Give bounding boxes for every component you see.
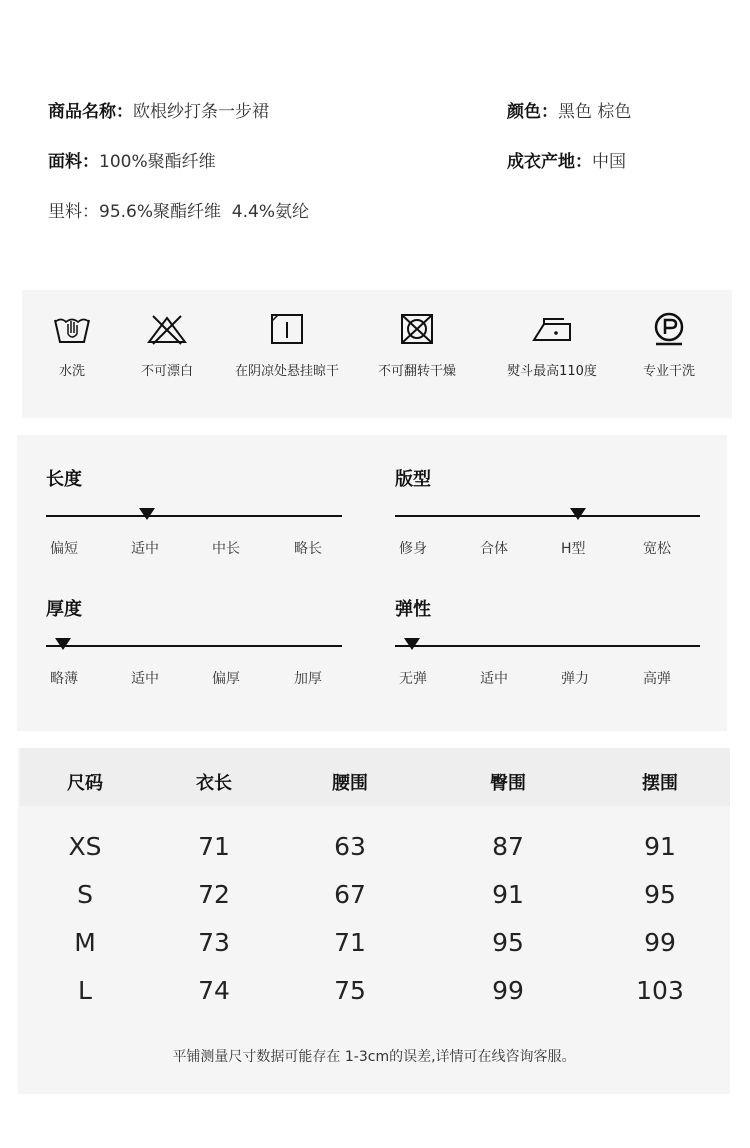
product-lining-label: 里料： [48, 202, 99, 222]
size-table [18, 748, 730, 1094]
fit-silhouette-option: 宽松 [643, 541, 671, 557]
size-cell: 103 [636, 976, 684, 1005]
product-name-label: 商品名称： [48, 102, 133, 122]
size-header-cell: 腰围 [332, 773, 368, 794]
product-origin-label: 成衣产地： [507, 152, 592, 172]
care-label-iron: 熨斗最高110度 [507, 364, 597, 379]
fit-thickness-option: 加厚 [294, 671, 322, 687]
size-cell: 91 [492, 880, 524, 909]
size-cell: 99 [492, 976, 524, 1005]
size-cell: S [77, 880, 93, 909]
fit-thickness-option: 略薄 [50, 671, 78, 687]
size-cell: 71 [198, 832, 230, 861]
product-name-value: 欧根纱打条一步裙 [133, 102, 269, 122]
fit-length-marker [139, 508, 155, 520]
fit-length-scale-line [46, 515, 342, 517]
fit-elasticity-option: 弹力 [561, 671, 589, 687]
fit-elasticity-scale-line [395, 645, 700, 647]
fit-length-option: 中长 [212, 541, 240, 557]
line-dry-shade-icon [269, 312, 305, 346]
fit-elasticity-title: 弹性 [395, 599, 431, 620]
size-cell: 95 [644, 880, 676, 909]
product-origin-value: 中国 [592, 152, 626, 172]
fit-thickness-option: 偏厚 [212, 671, 240, 687]
product-fabric-value: 100%聚酯纤维 [99, 152, 216, 172]
fit-elasticity-option: 适中 [480, 671, 508, 687]
care-label-wash: 水洗 [58, 364, 85, 379]
product-color [507, 97, 631, 122]
product-color-label: 颜色： [507, 102, 558, 122]
product-name [48, 97, 269, 122]
fit-thickness-marker [55, 638, 71, 650]
fit-silhouette-option: H型 [561, 541, 586, 557]
care-label-bleach: 不可漂白 [140, 364, 193, 379]
fit-silhouette-option: 修身 [399, 541, 427, 557]
fit-silhouette-option: 合体 [480, 541, 508, 557]
care-item-bleach [132, 312, 202, 379]
size-table-header [20, 748, 730, 806]
iron-low-icon [530, 312, 574, 346]
size-header-cell: 衣长 [196, 773, 232, 794]
size-cell: 91 [644, 832, 676, 861]
product-lining [48, 197, 309, 222]
fit-length-option: 偏短 [50, 541, 78, 557]
size-cell: XS [68, 832, 102, 861]
size-cell: L [78, 976, 92, 1005]
size-header-cell: 摆围 [642, 773, 678, 794]
size-cell: 87 [492, 832, 524, 861]
size-cell: 75 [334, 976, 366, 1005]
care-item-dry [222, 312, 352, 379]
fit-elasticity-marker [404, 638, 420, 650]
fit-silhouette-title: 版型 [395, 469, 431, 490]
product-lining-value: 95.6%聚酯纤维 4.4%氨纶 [99, 202, 310, 222]
fit-thickness-scale-line [46, 645, 342, 647]
fit-length-option: 略长 [294, 541, 322, 557]
size-cell: 74 [198, 976, 230, 1005]
care-item-tumble [367, 312, 467, 379]
care-item-wash [40, 312, 104, 379]
care-label-dry: 在阴凉处悬挂晾干 [234, 364, 339, 379]
size-table-note: 平铺测量尺寸数据可能存在 1-3cm的误差,详情可在线咨询客服。 [172, 1049, 576, 1065]
product-fabric [48, 147, 216, 172]
no-tumble-dry-icon [399, 312, 435, 346]
product-origin [507, 147, 626, 172]
care-instructions-panel [22, 290, 732, 418]
hand-wash-icon [52, 312, 92, 346]
care-item-dryclean [634, 312, 704, 379]
care-label-dryclean: 专业干洗 [642, 364, 695, 379]
size-cell: 73 [198, 928, 230, 957]
size-cell: 99 [644, 928, 676, 957]
fit-silhouette-scale-line [395, 515, 700, 517]
dry-clean-p-icon [651, 312, 687, 346]
size-cell: 95 [492, 928, 524, 957]
fit-length-title: 长度 [46, 469, 82, 490]
size-cell: 63 [334, 832, 366, 861]
care-label-tumble: 不可翻转干燥 [377, 364, 456, 379]
care-item-iron [500, 312, 604, 379]
product-color-value: 黑色 棕色 [558, 102, 632, 122]
fit-thickness-option: 适中 [131, 671, 159, 687]
size-cell: 67 [334, 880, 366, 909]
fit-silhouette-marker [570, 508, 586, 520]
fit-panel [17, 435, 727, 731]
fit-elasticity-option: 高弹 [643, 671, 671, 687]
fit-thickness-title: 厚度 [46, 599, 82, 620]
fit-length-option: 适中 [131, 541, 159, 557]
product-fabric-label: 面料： [48, 152, 99, 172]
no-bleach-icon [145, 312, 189, 346]
size-cell: 72 [198, 880, 230, 909]
size-header-cell: 尺码 [67, 773, 103, 794]
size-cell: M [74, 928, 96, 957]
size-cell: 71 [334, 928, 366, 957]
fit-elasticity-option: 无弹 [399, 671, 427, 687]
size-header-cell: 臀围 [490, 773, 526, 794]
